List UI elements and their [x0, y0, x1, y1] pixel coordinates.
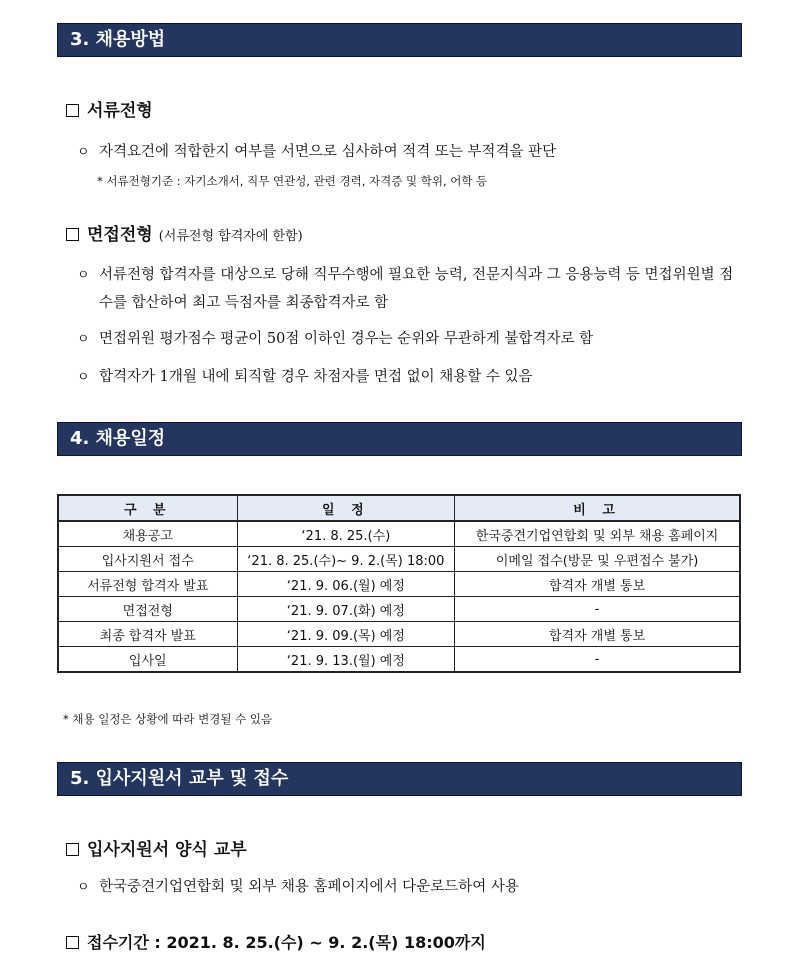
header-category: 구 분 — [58, 495, 237, 521]
table-row — [58, 647, 740, 673]
circle-bullet-icon: ㅇ — [77, 370, 90, 385]
table-row — [58, 572, 740, 597]
row-remarks: 한국중견기업연합회 및 외부 채용 홈페이지 — [455, 521, 740, 547]
row-schedule: ‘21. 9. 06.(월) 예정 — [237, 572, 455, 597]
checkbox-square-icon — [66, 228, 79, 241]
header-schedule: 일 정 — [237, 495, 455, 521]
row-category: 입사지원서 접수 — [58, 547, 237, 572]
row-schedule: ‘21. 9. 09.(목) 예정 — [237, 622, 455, 647]
section-3-title: 3. 채용방법 — [70, 29, 166, 50]
section-5-title: 5. 입사지원서 교부 및 접수 — [70, 768, 289, 789]
checkbox-square-icon — [66, 104, 79, 117]
doc-screening-bullet — [77, 138, 747, 167]
table-header-row — [58, 495, 740, 521]
doc-screening-title: 서류전형 — [87, 101, 153, 121]
form-distribution-bullet-text: 한국중견기업연합회 및 외부 채용 홈페이지에서 다운로드하여 사용 — [99, 879, 519, 895]
doc-screening-bullet-text: 자격요건에 적합한지 여부를 서면으로 심사하여 적격 또는 부적격을 판단 — [99, 144, 557, 160]
circle-bullet-icon: ㅇ — [77, 332, 90, 347]
form-distribution-heading — [66, 835, 247, 860]
row-category: 입사일 — [58, 647, 237, 673]
row-category: 면접전형 — [58, 597, 237, 622]
interview-bullet-3 — [77, 363, 747, 392]
table-row — [58, 521, 740, 547]
row-remarks: 합격자 개별 통보 — [455, 572, 740, 597]
schedule-change-note: * 채용 일정은 상황에 따라 변경될 수 있음 — [63, 712, 273, 726]
row-remarks: - — [455, 647, 740, 673]
section-5-header — [57, 762, 742, 796]
application-period-text: 접수기간 : 2021. 8. 25.(수) ~ 9. 2.(목) 18:00까지 — [87, 933, 486, 952]
section-3-header — [57, 23, 742, 57]
row-remarks: - — [455, 597, 740, 622]
form-distribution-title: 입사지원서 양식 교부 — [87, 840, 247, 860]
table-row — [58, 622, 740, 647]
checkbox-square-icon — [66, 936, 79, 949]
row-remarks: 합격자 개별 통보 — [455, 622, 740, 647]
circle-bullet-icon: ㅇ — [77, 145, 90, 160]
table-row — [58, 597, 740, 622]
interview-bullet-text: 면접위원 평가점수 평균이 50점 이하인 경우는 순위와 무관하게 불합격자로 함 — [99, 331, 594, 347]
section-4-title: 4. 채용일정 — [70, 428, 166, 449]
section-4-header — [57, 422, 742, 456]
interview-heading — [66, 220, 303, 245]
interview-bullet-2 — [77, 325, 747, 354]
interview-title: 면접전형 — [87, 225, 153, 245]
interview-subnote: (서류전형 합격자에 한함) — [158, 229, 303, 244]
doc-screening-criteria-note: * 서류전형기준 : 자기소개서, 직무 연관성, 관련 경력, 자격증 및 학위, 어학 등 — [97, 174, 488, 188]
schedule-table — [57, 494, 741, 673]
row-category: 서류전형 합격자 발표 — [58, 572, 237, 597]
header-remarks: 비 고 — [455, 495, 740, 521]
form-distribution-bullet — [77, 873, 747, 902]
interview-bullet-text: 서류전형 합격자를 대상으로 당해 직무수행에 필요한 능력, 전문지식과 그 응용능력 등 면접위원별 점수를 합산하여 최고 득점자를 최종합격자로 함 — [99, 267, 734, 311]
row-remarks: 이메일 접수(방문 및 우편접수 불가) — [455, 547, 740, 572]
row-schedule: ‘21. 8. 25.(수)~ 9. 2.(목) 18:00 — [237, 547, 455, 572]
circle-bullet-icon: ㅇ — [77, 268, 90, 283]
interview-bullet-text: 합격자가 1개월 내에 퇴직할 경우 차점자를 면접 없이 채용할 수 있음 — [99, 369, 533, 385]
row-schedule: ‘21. 9. 13.(월) 예정 — [237, 647, 455, 673]
doc-screening-heading — [66, 96, 153, 121]
application-period — [66, 930, 486, 953]
row-category: 최종 합격자 발표 — [58, 622, 237, 647]
table-row — [58, 547, 740, 572]
row-schedule: ‘21. 9. 07.(화) 예정 — [237, 597, 455, 622]
circle-bullet-icon: ㅇ — [77, 880, 90, 895]
checkbox-square-icon — [66, 843, 79, 856]
row-category: 채용공고 — [58, 521, 237, 547]
interview-bullet-1 — [77, 261, 747, 317]
row-schedule: ‘21. 8. 25.(수) — [237, 521, 455, 547]
